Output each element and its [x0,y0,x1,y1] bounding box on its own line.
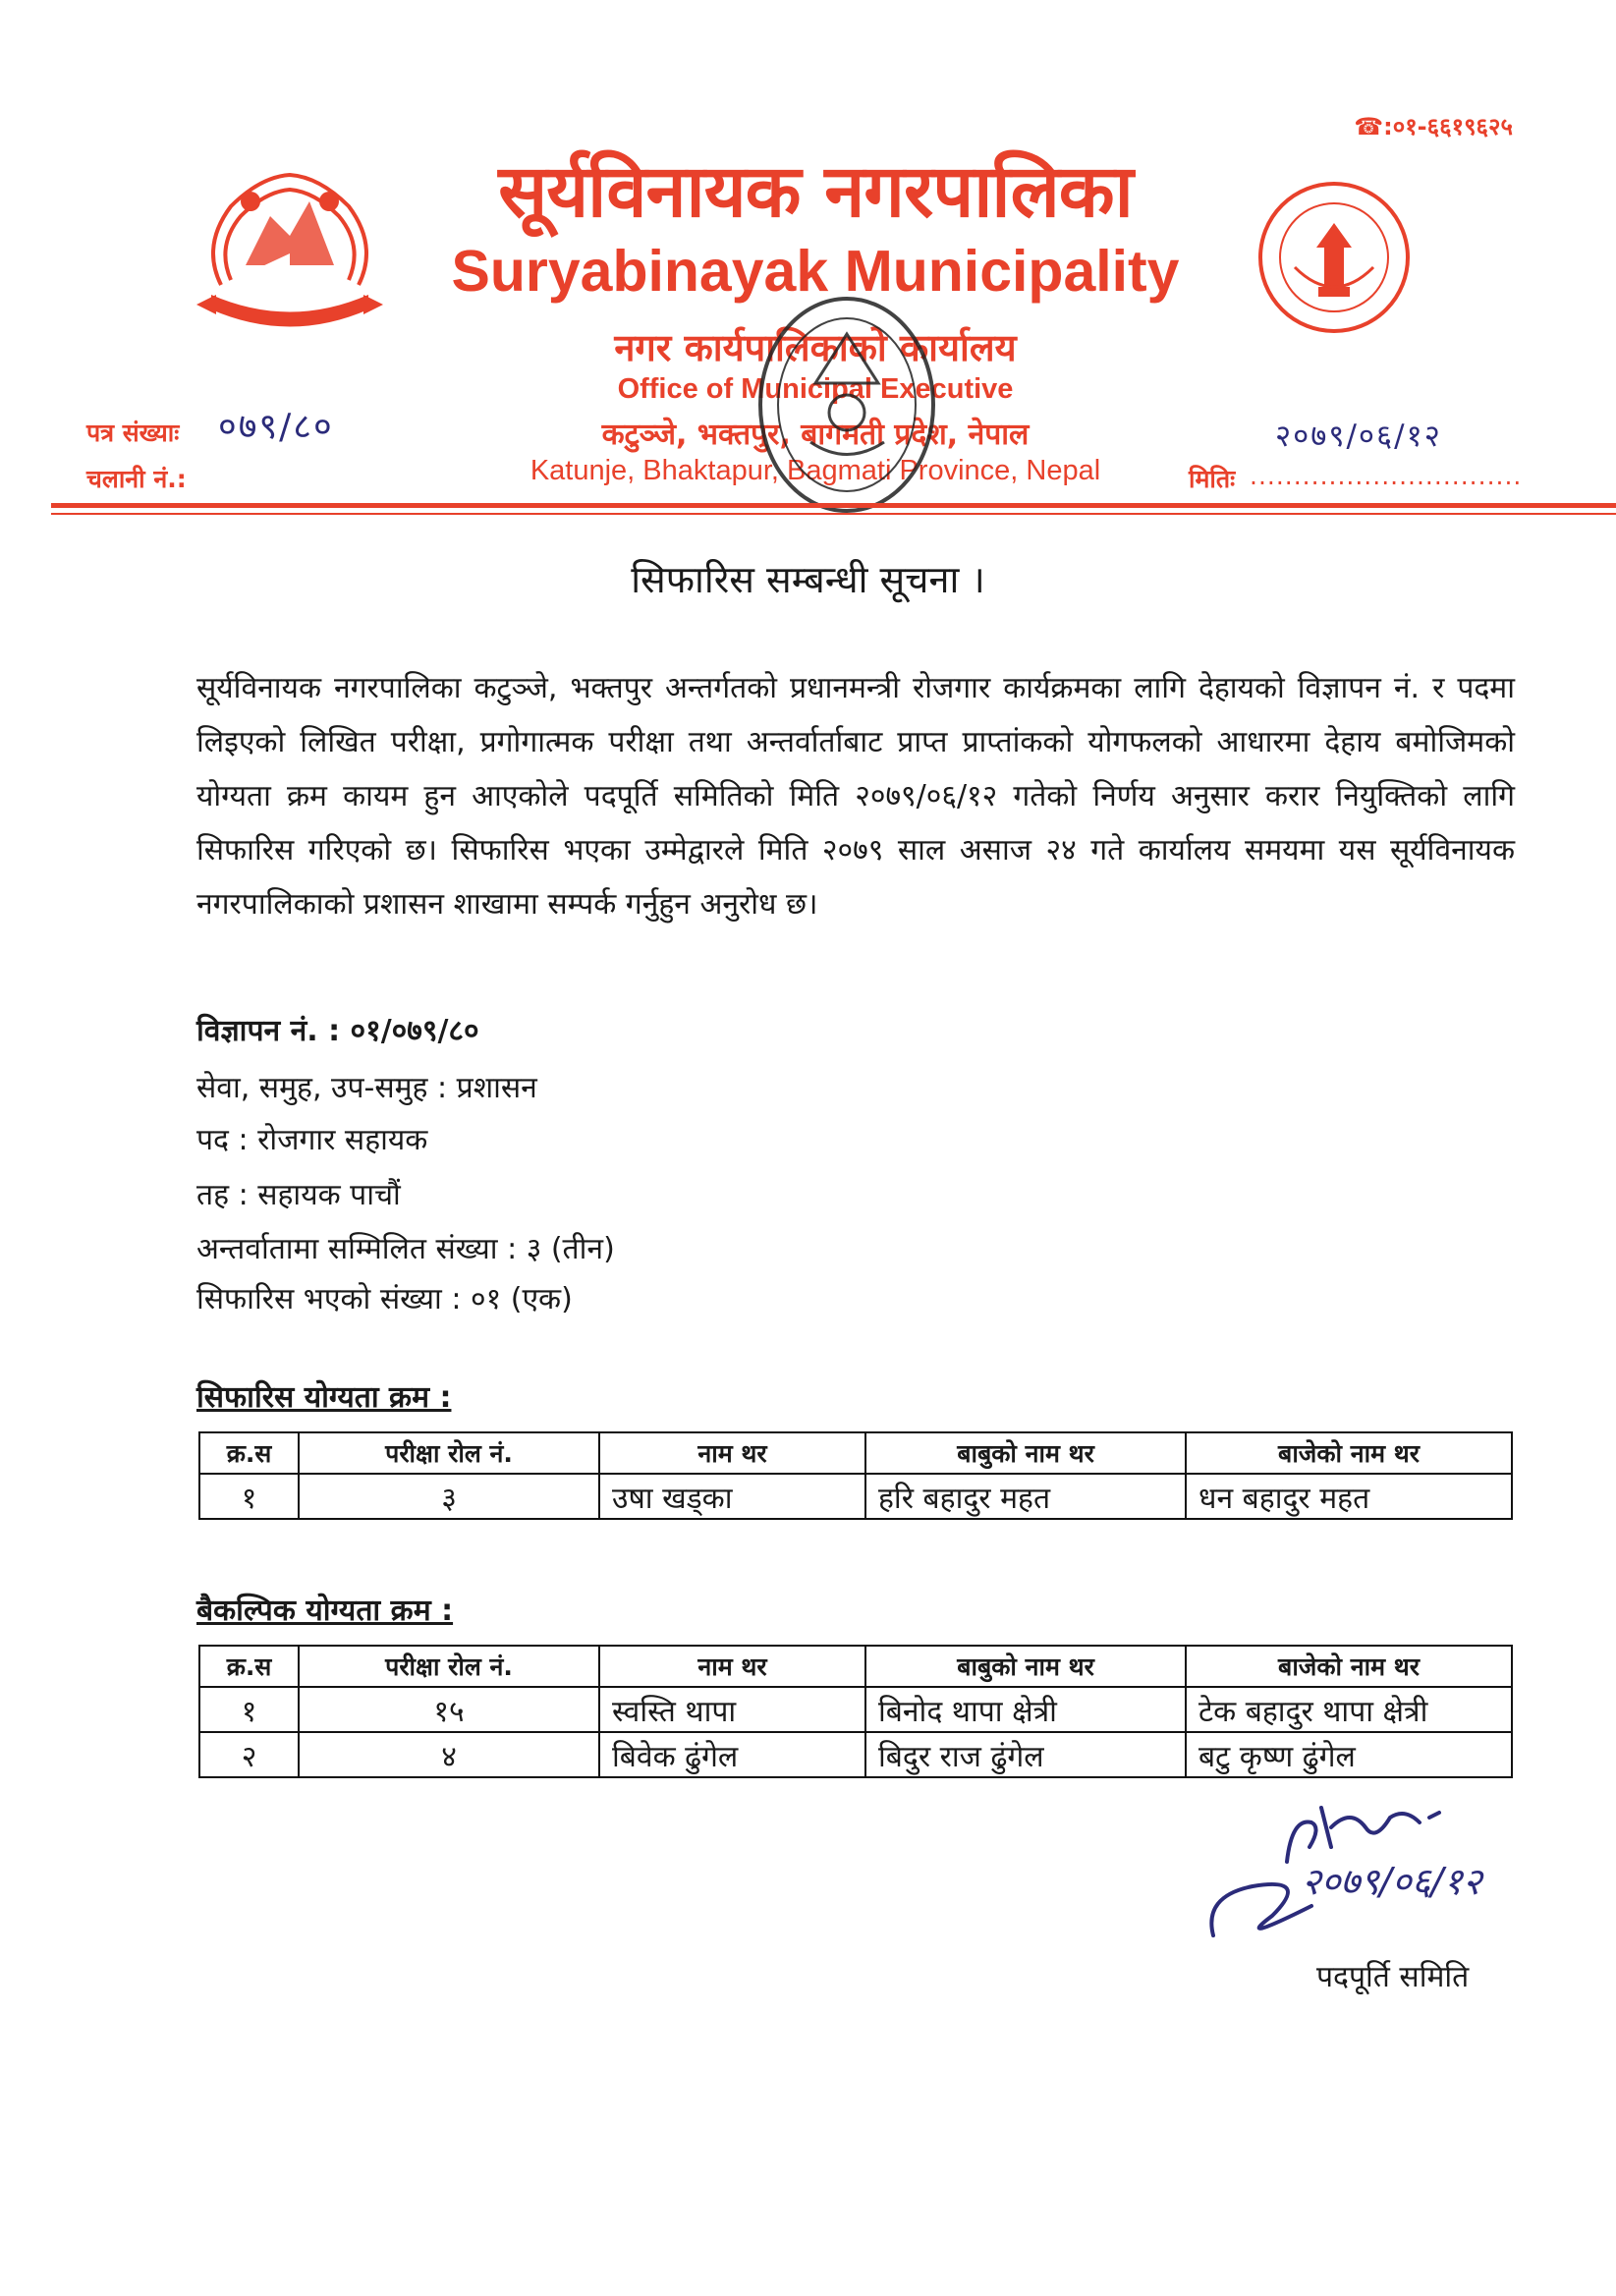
reference-number-label: पत्र संख्याः [86,419,180,447]
table-cell: १ [199,1687,299,1732]
header-divider [51,503,1616,508]
table-cell: बिनोद थापा क्षेत्री [865,1687,1186,1732]
column-header: बाबुको नाम थर [865,1432,1186,1474]
phone-number: ☎:०१-६६१९६२५ [1354,113,1513,140]
advertisement-number: विज्ञापन नं. : ०१/०७९/८० [196,1014,479,1048]
table-cell: स्वस्ति थापा [599,1687,865,1732]
column-header: परीक्षा रोल नं. [299,1432,599,1474]
column-header: नाम थर [599,1432,865,1474]
notice-paragraph: सूर्यविनायक नगरपालिका कटुञ्जे, भक्तपुर अन्तर्गतको प्रधानमन्त्री रोजगार कार्यक्रमका लागि देहायको विज्ञापन नं. र पदमा लिइएको लिखित परीक्षा, प्रगोगात्मक परीक्षा तथा अन्तर्वार्ताबाट प्राप्त प्राप्तांकको योगफलको आधारमा देहाय बमोजिमको योग्यता क्रम कायम हुन आएकोले पदपूर्ति समितिको मिति २०७९/०६/१२ गतेको निर्णय अनुसार करार नियुक्तिको लागि सिफारिस गरिएको छ। सिफारिस भएका उम्मेद्वारले मिति २०७९ साल असाज २४ गते कार्यालय समयमा यस सूर्यविनायक नगरपालिकाको प्रशासन शाखामा सम्पर्क गर्नुहुन अनुरोध छ। [196,671,1515,922]
signature-date: २०७९/०६/१२ [1302,1860,1482,1903]
recommended-merit-title: सिफारिस योग्यता क्रम : [196,1380,452,1415]
table-cell: ३ [299,1474,599,1519]
office-name-nepali: नगर कार्यपालिकाको कार्यालय [614,326,1017,369]
recommended-merit-table [198,1431,1513,1520]
office-seal-stamp-icon [756,295,938,516]
address-nepali: कटुञ्जे, भक्तपुर, बागमती प्रदेश, नेपाल [601,418,1030,452]
post-name: पद : रोजगार सहायक [196,1123,428,1157]
column-header: क्र.स [199,1646,299,1687]
org-name-nepali: सूर्यविनायक नगरपालिका [498,149,1133,234]
notice-title: सिफारिस सम्बन्धी सूचना । [631,558,985,601]
letter-date-label: मितिः [1189,465,1236,493]
table-header-row [199,1432,1512,1474]
signatory-label: पदपूर्ति समिति [1316,1960,1470,1994]
column-header: नाम थर [599,1646,865,1687]
table-cell: धन बहादुर महत [1186,1474,1512,1519]
column-header: क्र.स [199,1432,299,1474]
service-group: सेवा, समुह, उप-समुह : प्रशासन [196,1071,537,1105]
table-cell: हरि बहादुर महत [865,1474,1186,1519]
table-cell: बिवेक ढुंगेल [599,1732,865,1777]
table-cell: १५ [299,1687,599,1732]
table-row [199,1687,1512,1732]
post-level: तह : सहायक पाचौं [196,1178,401,1212]
municipality-logo-icon [1255,179,1413,336]
office-name-english: Office of Municipal Executive [617,373,1014,405]
column-header: बाजेको नाम थर [1186,1432,1512,1474]
table-cell: २ [199,1732,299,1777]
header-divider-thin [51,513,1616,515]
handwritten-signature-icon [1194,1788,1547,1965]
table-row [199,1732,1512,1777]
table-row [199,1474,1512,1519]
column-header: परीक्षा रोल नं. [299,1646,599,1687]
dispatch-number-label: चलानी नं.: [86,465,187,493]
table-cell: बटु कृष्ण ढुंगेल [1186,1732,1512,1777]
date-dotted-line: ............................... [1250,462,1523,490]
alternate-merit-table [198,1645,1513,1778]
interview-count: अन्तर्वातामा सम्मिलित संख्या : ३ (तीन) [196,1232,615,1266]
table-cell: १ [199,1474,299,1519]
table-cell: उषा खड्का [599,1474,865,1519]
column-header: बाजेको नाम थर [1186,1646,1512,1687]
reference-number-value: ०७९/८० [218,407,334,447]
table-cell: टेक बहादुर थापा क्षेत्री [1186,1687,1512,1732]
alternate-merit-title: बैकल्पिक योग्यता क्रम : [196,1594,454,1628]
table-header-row [199,1646,1512,1687]
nepal-emblem-icon [192,157,388,329]
table-cell: बिदुर राज ढुंगेल [865,1732,1186,1777]
table-cell: ४ [299,1732,599,1777]
address-english: Katunje, Bhaktapur, Bagmati Province, Nepal [529,455,1101,486]
recommended-count: सिफारिस भएको संख्या : ०१ (एक) [196,1282,573,1316]
org-name-english: Suryabinayak Municipality [451,239,1180,304]
letter-date-value: २०७९/०६/१२ [1275,419,1442,454]
column-header: बाबुको नाम थर [865,1646,1186,1687]
